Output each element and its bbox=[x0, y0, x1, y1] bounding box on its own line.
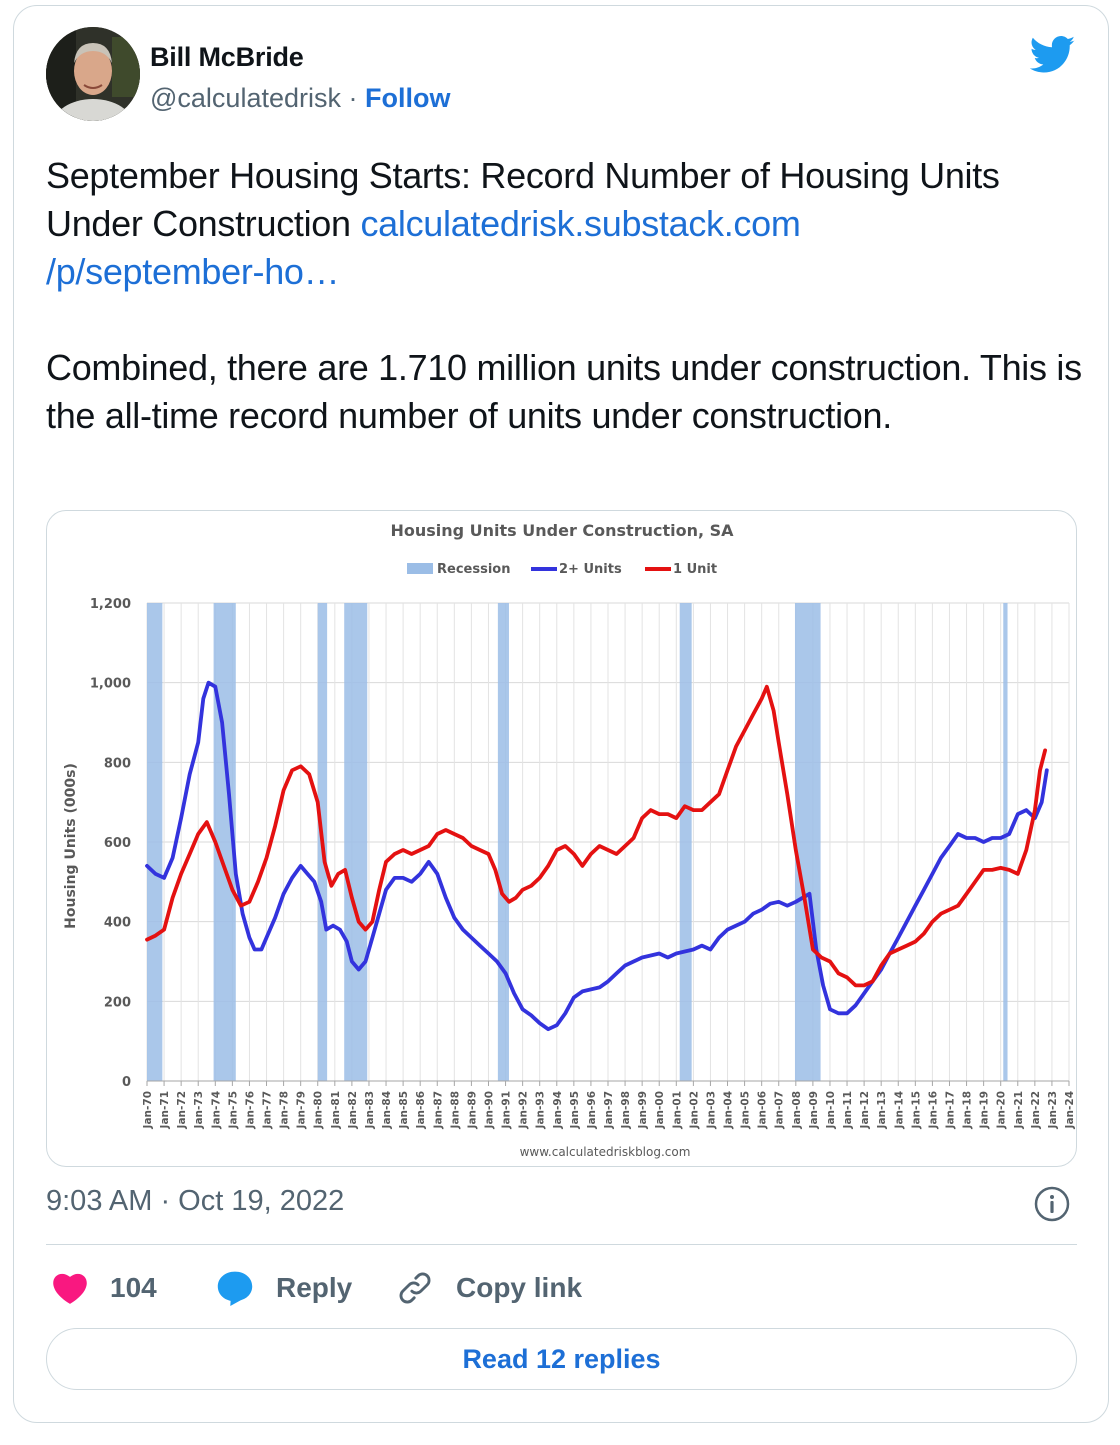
profile-photo bbox=[46, 27, 140, 121]
y-tick-label: 400 bbox=[103, 915, 131, 931]
y-tick-label: 600 bbox=[103, 836, 131, 851]
x-tick-label: Jan-00 bbox=[654, 1091, 667, 1129]
x-tick-label: Jan-80 bbox=[312, 1091, 325, 1129]
author-handle[interactable]: @calculatedrisk bbox=[150, 83, 341, 113]
y-axis bbox=[90, 597, 131, 1090]
legend-swatch-recession bbox=[407, 563, 433, 574]
x-tick-label: Jan-23 bbox=[1046, 1091, 1059, 1129]
x-tick-label: Jan-77 bbox=[261, 1091, 274, 1129]
x-tick-label: Jan-79 bbox=[295, 1091, 308, 1129]
recession-band bbox=[795, 603, 821, 1081]
x-tick-label: Jan-05 bbox=[739, 1091, 752, 1129]
x-tick-label: Jan-84 bbox=[381, 1091, 394, 1129]
x-tick-label: Jan-81 bbox=[329, 1091, 342, 1129]
handle-separator: · bbox=[348, 83, 358, 113]
follow-button[interactable]: Follow bbox=[365, 83, 451, 113]
tweet-paragraph-2: Combined, there are 1.710 million units under construction. This is the all-time record number of units under construction. bbox=[46, 347, 1082, 436]
recession-band bbox=[680, 603, 692, 1081]
chart-source: www.calculatedriskblog.com bbox=[519, 1145, 691, 1159]
x-tick-label: Jan-94 bbox=[551, 1091, 564, 1129]
recession-band bbox=[1003, 603, 1007, 1081]
divider bbox=[46, 1244, 1077, 1245]
y-tick-label: 0 bbox=[121, 1075, 131, 1090]
x-tick-label: Jan-01 bbox=[671, 1091, 684, 1129]
x-tick-label: Jan-73 bbox=[193, 1091, 206, 1129]
legend-label-multi-unit: 2+ Units bbox=[559, 562, 622, 577]
x-tick-label: Jan-15 bbox=[910, 1091, 923, 1129]
author-handle-row bbox=[150, 83, 451, 114]
y-tick-label: 800 bbox=[103, 756, 131, 772]
y-tick-label: 200 bbox=[103, 995, 131, 1011]
x-tick-label: Jan-72 bbox=[176, 1091, 189, 1129]
tweet-text-part1: September Housing Starts: Record Number of Housing Units Under Construction bbox=[46, 155, 1000, 244]
x-tick-label: Jan-82 bbox=[346, 1091, 359, 1129]
x-tick-label: Jan-13 bbox=[876, 1091, 889, 1129]
reply-label: Reply bbox=[276, 1272, 353, 1303]
recession-band bbox=[498, 603, 509, 1081]
x-tick-label: Jan-10 bbox=[824, 1091, 837, 1129]
heart-icon bbox=[52, 1271, 88, 1305]
x-tick-label: Jan-11 bbox=[842, 1091, 855, 1129]
tweet-media-chart[interactable] bbox=[46, 510, 1077, 1167]
tweet-link-line1[interactable]: calculatedrisk.substack.com bbox=[360, 203, 801, 244]
series-line-single-unit bbox=[147, 687, 1045, 986]
x-tick-label: Jan-09 bbox=[807, 1091, 820, 1129]
x-tick-label: Jan-02 bbox=[688, 1091, 701, 1129]
x-tick-label: Jan-97 bbox=[603, 1091, 615, 1129]
series-line-multi-unit bbox=[147, 683, 1047, 1029]
tweet-paragraph-1 bbox=[46, 152, 1096, 296]
x-tick-label: Jan-96 bbox=[585, 1091, 598, 1129]
x-tick-label: Jan-90 bbox=[483, 1091, 496, 1129]
chart-series bbox=[147, 683, 1047, 1029]
x-tick-label: Jan-86 bbox=[415, 1091, 428, 1129]
chart-title: Housing Units Under Construction, SA bbox=[390, 521, 734, 540]
recession-band bbox=[344, 603, 367, 1081]
x-tick-label: Jan-98 bbox=[620, 1091, 633, 1129]
x-tick-label: Jan-89 bbox=[466, 1091, 479, 1129]
x-tick-label: Jan-17 bbox=[944, 1091, 957, 1129]
x-tick-label: Jan-70 bbox=[142, 1091, 154, 1129]
chart-grid bbox=[147, 603, 1069, 1081]
x-tick-label: Jan-78 bbox=[278, 1091, 291, 1129]
x-tick-label: Jan-95 bbox=[568, 1091, 581, 1129]
x-tick-label: Jan-14 bbox=[893, 1091, 906, 1129]
x-tick-label: Jan-12 bbox=[859, 1091, 872, 1129]
info-icon[interactable] bbox=[1033, 1185, 1071, 1223]
recession-band bbox=[147, 603, 162, 1081]
x-tick-label: Jan-87 bbox=[432, 1091, 445, 1129]
x-tick-label: Jan-74 bbox=[210, 1091, 223, 1129]
housing-chart bbox=[47, 511, 1077, 1167]
x-tick-label: Jan-21 bbox=[1012, 1091, 1025, 1129]
x-tick-label: Jan-20 bbox=[995, 1091, 1008, 1129]
reply-button[interactable] bbox=[216, 1268, 352, 1308]
y-tick-label: 1,000 bbox=[89, 676, 131, 692]
x-tick-label: Jan-06 bbox=[756, 1091, 769, 1129]
x-tick-label: Jan-92 bbox=[517, 1091, 530, 1129]
x-tick-label: Jan-76 bbox=[244, 1091, 257, 1129]
x-tick-label: Jan-93 bbox=[534, 1091, 547, 1129]
like-count: 104 bbox=[110, 1272, 157, 1303]
tweet-link-line2[interactable]: /p/september-ho… bbox=[46, 251, 340, 292]
x-tick-label: Jan-16 bbox=[927, 1091, 940, 1129]
like-button[interactable] bbox=[52, 1268, 157, 1308]
x-axis bbox=[142, 1081, 1076, 1129]
copy-link-label: Copy link bbox=[456, 1272, 583, 1303]
x-tick-label: Jan-18 bbox=[961, 1091, 974, 1129]
x-tick-label: Jan-71 bbox=[159, 1091, 172, 1129]
y-tick-label: 1,200 bbox=[89, 597, 131, 612]
legend-label-recession: Recession bbox=[437, 562, 511, 577]
chart-legend bbox=[407, 562, 717, 577]
x-tick-label: Jan-19 bbox=[978, 1091, 991, 1129]
x-tick-label: Jan-83 bbox=[363, 1091, 376, 1129]
x-tick-label: Jan-07 bbox=[773, 1091, 786, 1129]
y-axis-label: Housing Units (000s) bbox=[63, 763, 79, 929]
x-tick-label: Jan-24 bbox=[1064, 1091, 1076, 1129]
legend-label-single-unit: 1 Unit bbox=[673, 562, 718, 577]
read-replies-button[interactable]: Read 12 replies bbox=[46, 1328, 1077, 1390]
tweet-timestamp[interactable]: 9:03 AM · Oct 19, 2022 bbox=[46, 1185, 345, 1217]
x-tick-label: Jan-88 bbox=[449, 1091, 462, 1129]
tweet-text bbox=[46, 152, 1096, 440]
x-tick-label: Jan-03 bbox=[705, 1091, 718, 1129]
x-tick-label: Jan-08 bbox=[790, 1091, 803, 1129]
reply-icon bbox=[216, 1270, 254, 1306]
x-tick-label: Jan-85 bbox=[398, 1091, 411, 1129]
copy-link-button[interactable] bbox=[396, 1268, 582, 1308]
x-tick-label: Jan-75 bbox=[227, 1091, 240, 1129]
x-tick-label: Jan-22 bbox=[1029, 1091, 1042, 1129]
twitter-bird-icon[interactable] bbox=[1030, 36, 1076, 74]
author-avatar[interactable] bbox=[46, 27, 140, 121]
link-icon bbox=[396, 1269, 434, 1307]
author-name[interactable]: Bill McBride bbox=[150, 42, 304, 72]
x-tick-label: Jan-99 bbox=[637, 1091, 650, 1129]
x-tick-label: Jan-91 bbox=[500, 1091, 513, 1129]
x-tick-label: Jan-04 bbox=[722, 1091, 735, 1129]
